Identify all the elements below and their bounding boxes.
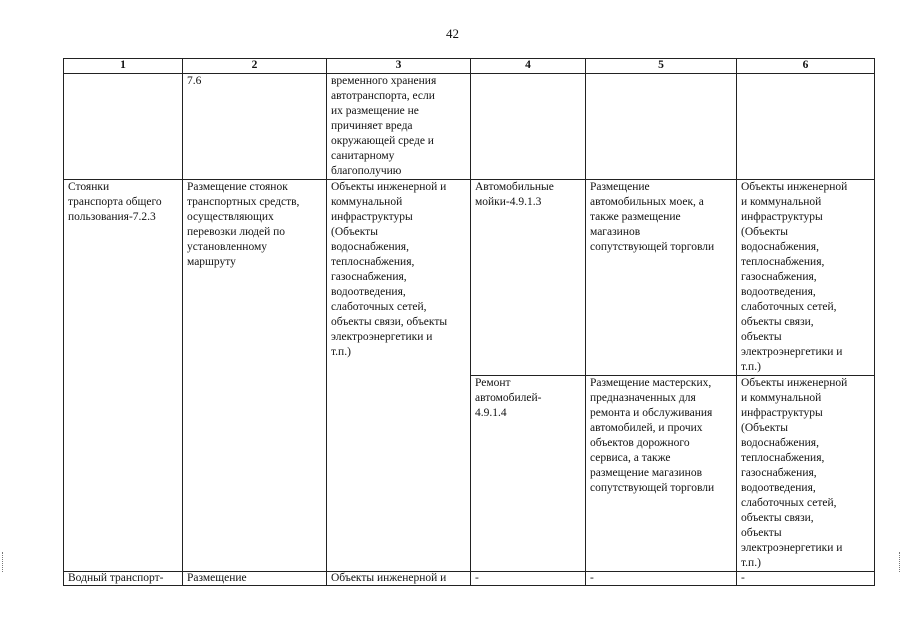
table-row xyxy=(64,74,875,180)
column-header-5: 5 xyxy=(586,59,737,74)
table-cell: Размещение стоянок транспортных средств, осуществляющих перевозки людей по установленному маршруту xyxy=(183,180,327,572)
scan-margin-mark xyxy=(899,552,902,572)
land-use-table xyxy=(63,58,875,586)
table-cell: Стоянки транспорта общего пользования-7.2.3 xyxy=(64,180,183,572)
table-cell: 7.6 xyxy=(183,74,327,180)
table-header-row xyxy=(64,59,875,74)
table-cell: Автомобильные мойки-4.9.1.3 xyxy=(471,180,586,376)
table-cell: Размещение xyxy=(183,572,327,586)
table-cell: Объекты инженерной и коммунальной инфраструктуры (Объекты водоснабжения, теплоснабжения, газоснабжения, водоотведения, слаботочных сетей, объекты связи, объекты электроэнергетики и т.п.) xyxy=(327,180,471,572)
table-cell: Размещение мастерских, предназначенных для ремонта и обслуживания автомобилей, и прочих объектов дорожного сервиса, а также размещение магазинов сопутствующей торговли xyxy=(586,376,737,572)
scan-margin-mark xyxy=(2,552,5,572)
table-cell: временного хранения автотранспорта, если их размещение не причиняет вреда окружающей среде и санитарному благополучию xyxy=(327,74,471,180)
table-cell: Размещение автомобильных моек, а также размещение магазинов сопутствующей торговли xyxy=(586,180,737,376)
table-cell xyxy=(737,74,875,180)
table-cell: Объекты инженерной и xyxy=(327,572,471,586)
table-row xyxy=(64,180,875,376)
table-cell xyxy=(64,74,183,180)
table-row xyxy=(64,572,875,586)
page-number: 42 xyxy=(446,26,459,41)
column-header-3: 3 xyxy=(327,59,471,74)
column-header-2: 2 xyxy=(183,59,327,74)
table-cell: Объекты инженерной и коммунальной инфраструктуры (Объекты водоснабжения, теплоснабжения, газоснабжения, водоотведения, слаботочных сетей, объекты связи, объекты электроэнергетики и т.п.) xyxy=(737,376,875,572)
table-cell: - xyxy=(737,572,875,586)
table-cell: - xyxy=(471,572,586,586)
table-cell xyxy=(586,74,737,180)
table-cell: Ремонт автомобилей- 4.9.1.4 xyxy=(471,376,586,572)
column-header-1: 1 xyxy=(64,59,183,74)
table-cell: Объекты инженерной и коммунальной инфраструктуры (Объекты водоснабжения, теплоснабжения, газоснабжения, водоотведения, слаботочных сетей, объекты связи, объекты электроэнергетики и т.п.) xyxy=(737,180,875,376)
table-cell: - xyxy=(586,572,737,586)
table-cell: Водный транспорт- xyxy=(64,572,183,586)
table-cell xyxy=(471,74,586,180)
column-header-6: 6 xyxy=(737,59,875,74)
column-header-4: 4 xyxy=(471,59,586,74)
